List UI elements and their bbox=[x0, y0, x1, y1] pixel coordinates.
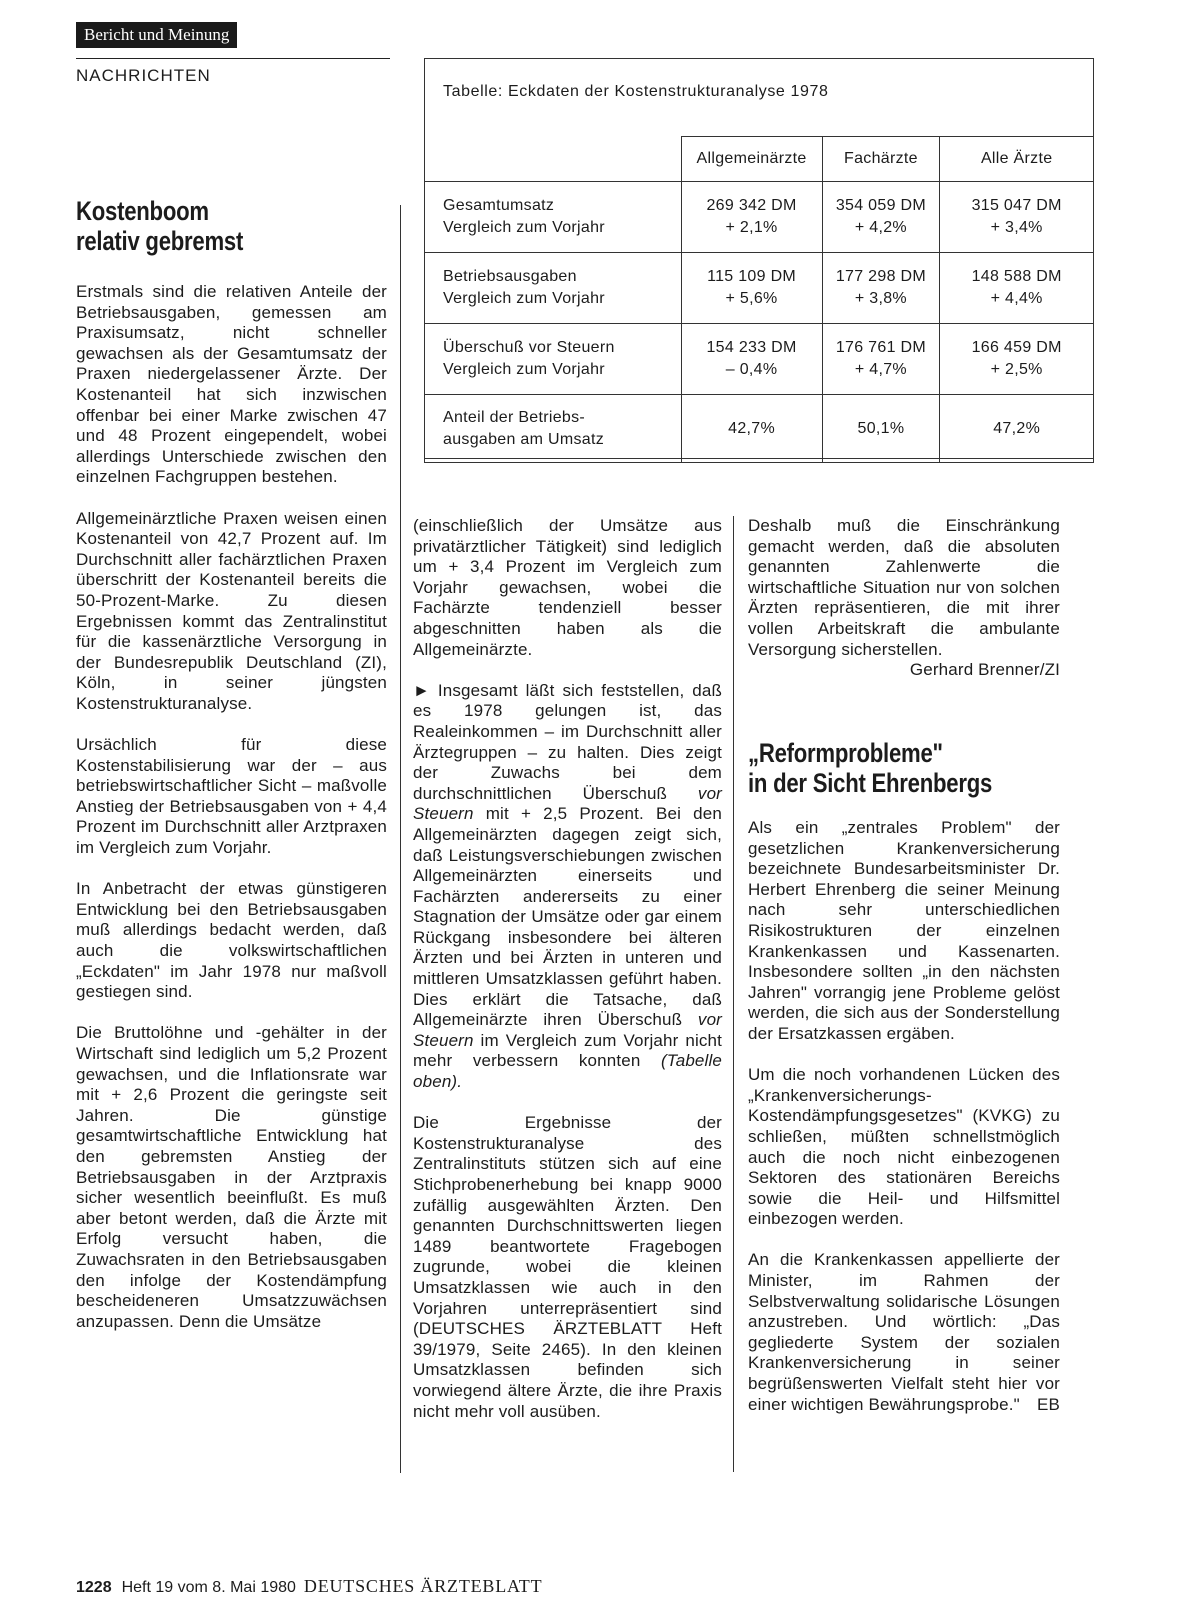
magazine-name: DEUTSCHES ÄRZTEBLATT bbox=[303, 1576, 543, 1596]
table-cell: 315 047 DM + 3,4% bbox=[940, 182, 1094, 253]
table-cell: 354 059 DM + 4,2% bbox=[822, 182, 940, 253]
author-signature: Gerhard Brenner/ZI bbox=[909, 660, 1060, 680]
header-rule bbox=[76, 58, 390, 59]
paragraph: An die Krankenkassen appellierte der Minister, im Rahmen der Selbstverwaltung solidarische Lösungen anzustreben. Und wörtlich: „Das gegliederte System der sozialen Krankenversicherung in seiner begrüßenswerten Vielfalt steht hier vor einer wichtigen Bewährungsprobe." EB bbox=[748, 1250, 1060, 1414]
paragraph: Die Bruttolöhne und -gehälter in der Wirtschaft sind lediglich um 5,2 Prozent gewachsen, und die Inflationsrate war mit + 2,6 Prozent die geringste seit Jahren. Die günstige gesamtwirtschaftliche Entwicklung hat den gebremsten Anstieg der Betriebsausgaben in der Arztpraxis sicher wesentlich beeinflußt. Es muß aber betont werden, daß die Ärzte mit Erfolg versucht haben, die Zuwachsraten in den Betriebsausgaben den infolge der Kostendämpfung bescheideneren Umsatzzuwächsen anzupassen. Denn die Umsätze bbox=[76, 1023, 387, 1331]
column-divider-1 bbox=[400, 205, 401, 1473]
paragraph: Als ein „zentrales Problem" der gesetzlichen Krankenversicherung bezeichnete Bundesarbeitsminister Dr. Herbert Ehrenberg die seiner Meinung nach sehr unterschiedlichen Risikostrukturen der einzelnen Krankenkassen und Kassenarten. Insbesondere sollten „in den nächsten Jahren" vorrangig jene Probleme gelöst werden, die sich aus der Sonderstellung der Ersatzkassen ergäben. bbox=[748, 818, 1060, 1043]
table-row bbox=[425, 182, 1094, 253]
row-label: Gesamtumsatz Vergleich zum Vorjahr bbox=[425, 182, 682, 253]
table-title: Tabelle: Eckdaten der Kostenstrukturanalyse 1978 bbox=[443, 83, 829, 100]
headline-line: relativ gebremst bbox=[76, 226, 244, 256]
table-cell: 47,2% bbox=[940, 395, 1094, 463]
table-cell: 115 109 DM + 5,6% bbox=[681, 253, 822, 324]
table-cell: 148 588 DM + 4,4% bbox=[940, 253, 1094, 324]
cost-structure-table bbox=[424, 136, 1094, 463]
paragraph: Ursächlich für diese Kostenstabilisierung war der – aus betriebswirtschaftlicher Sicht – maßvolle Anstieg der Betriebsausgaben von + 4,4 Prozent im Durchschnitt aller Arztpraxen im Vergleich zum Vorjahr. bbox=[76, 735, 387, 858]
article2-headline bbox=[748, 738, 992, 798]
page-footer bbox=[76, 1576, 542, 1597]
article1-column-3 bbox=[748, 516, 1060, 681]
table-cell: 154 233 DM – 0,4% bbox=[681, 324, 822, 395]
paragraph: Erstmals sind die relativen Anteile der Betriebsausgaben, gemessen am Praxisumsatz, nicht schneller gewachsen als der Gesamtumsatz der Praxen niedergelassener Ärzte. Der Kostenanteil hat sich inzwischen offenbar bei einer Marke zwischen 47 und 48 Prozent eingependelt, wobei allerdings Unterschiede zwischen den einzelnen Fachgruppen bestehen. bbox=[76, 282, 387, 487]
issue-info: Heft 19 vom 8. Mai 1980 bbox=[121, 1579, 296, 1596]
author-signature: EB bbox=[1037, 1394, 1060, 1414]
article1-headline bbox=[76, 196, 243, 256]
headline-line: in der Sicht Ehrenbergs bbox=[748, 768, 993, 798]
table-corner bbox=[425, 137, 682, 182]
page-number: 1228 bbox=[76, 1579, 112, 1596]
table-cell: 269 342 DM + 2,1% bbox=[681, 182, 822, 253]
article1-column-1 bbox=[76, 282, 387, 1353]
table-column-header: Alle Ärzte bbox=[940, 137, 1094, 182]
table-cell: 176 761 DM + 4,7% bbox=[822, 324, 940, 395]
paragraph: ► Insgesamt läßt sich feststellen, daß es 1978 gelungen ist, das Realeinkommen – im Durchschnitt aller Ärztegruppen – zu halten. Dies zeigt der Zuwachs bei dem durchschnittlichen Überschuß vor Steuern mit + 2,5 Prozent. Bei den Allgemeinärzten dagegen zeigt sich, daß Leistungsverschiebungen zwischen Allgemeinärzten einerseits und Fachärzten andererseits zu einer Stagnation der Umsätze oder gar einem Rückgang insbesondere bei älteren Ärzten und bei Ärzten in unteren und mittleren Umsatzklassen geführt haben. Dies erklärt die Tatsache, daß Allgemeinärzte ihren Überschuß vor Steuern im Vergleich zum Vorjahr nicht mehr verbessern konnten (Tabelle oben). bbox=[413, 680, 722, 1092]
article2-body bbox=[748, 818, 1060, 1436]
table-row bbox=[425, 253, 1094, 324]
table-cell: 50,1% bbox=[822, 395, 940, 463]
article1-column-2 bbox=[413, 516, 722, 1443]
table-header-row bbox=[425, 137, 1094, 182]
table-row bbox=[425, 324, 1094, 395]
headline-line: Kostenboom bbox=[76, 196, 209, 226]
table-cell: 166 459 DM + 2,5% bbox=[940, 324, 1094, 395]
table-cell: 177 298 DM + 3,8% bbox=[822, 253, 940, 324]
row-label: Anteil der Betriebs- ausgaben am Umsatz bbox=[425, 395, 682, 463]
table-cell: 42,7% bbox=[681, 395, 822, 463]
table-column-header: Fachärzte bbox=[822, 137, 940, 182]
table-row bbox=[425, 395, 1094, 463]
paragraph: (einschließlich der Umsätze aus privatärztlicher Tätigkeit) sind lediglich um + 3,4 Prozent im Vergleich zum Vorjahr gewachsen, wobei die Fachärzte tendenziell besser abgeschnitten haben als die Allgemeinärzte. bbox=[413, 516, 722, 659]
paragraph: Allgemeinärztliche Praxen weisen einen Kostenanteil von 42,7 Prozent auf. Im Durchschnitt aller fachärztlichen Praxen überschritt der Kostenanteil bereits die 50-Prozent-Marke. Zu diesen Ergebnissen kommt das Zentralinstitut für die kassenärztliche Versorgung in der Bundesrepublik Deutschland (ZI), Köln, in seiner jüngsten Kostenstrukturanalyse. bbox=[76, 508, 387, 713]
headline-line: „Reformprobleme" bbox=[748, 738, 943, 768]
column-divider-2 bbox=[733, 516, 734, 1472]
row-label: Betriebsausgaben Vergleich zum Vorjahr bbox=[425, 253, 682, 324]
section-label: Bericht und Meinung bbox=[76, 22, 237, 48]
arrow-marker-icon: ► bbox=[413, 680, 430, 700]
paragraph: Deshalb muß die Einschränkung gemacht werden, daß die absoluten genannten Zahlenwerte die wirtschaftliche Situation nur von solchen Ärzten repräsentieren, die mit ihrer vollen Arbeitskraft die ambulante Versorgung sicherstellen. Gerhard Brenner/ZI bbox=[748, 516, 1060, 680]
paragraph: In Anbetracht der etwas günstigeren Entwicklung bei den Betriebsausgaben muß allerdings bedacht werden, daß auch die volkswirtschaftlichen „Eckdaten" im Jahr 1978 nur maßvoll gestiegen sind. bbox=[76, 879, 387, 1002]
section-kicker: NACHRICHTEN bbox=[76, 66, 211, 85]
paragraph: Die Ergebnisse der Kostenstrukturanalyse des Zentralinstituts stützen sich auf eine Stichprobenerhebung bei knapp 9000 zufällig ausgewählten Ärzten. Den genannten Durchschnittswerten liegen 1489 beantwortete Fragebogen zugrunde, wobei die kleinen Umsatzklassen wie auch in den Vorjahren unterrepräsentiert sind (DEUTSCHES ÄRZTEBLATT Heft 39/1979, Seite 2465). In den kleinen Umsatzklassen befinden sich vorwiegend ältere Ärzte, die ihre Praxis nicht mehr voll ausüben. bbox=[413, 1113, 722, 1421]
row-label: Überschuß vor Steuern Vergleich zum Vorjahr bbox=[425, 324, 682, 395]
data-table-box bbox=[424, 58, 1094, 459]
paragraph: Um die noch vorhandenen Lücken des „Krankenversicherungs-Kostendämpfungsgesetzes" (KVKG) zu schließen, müßten schnellstmöglich auch die noch nicht einbezogenen Sektoren des stationären Bereichs sowie die Heil- und Hilfsmittel einbezogen werden. bbox=[748, 1065, 1060, 1229]
table-column-header: Allgemeinärzte bbox=[681, 137, 822, 182]
